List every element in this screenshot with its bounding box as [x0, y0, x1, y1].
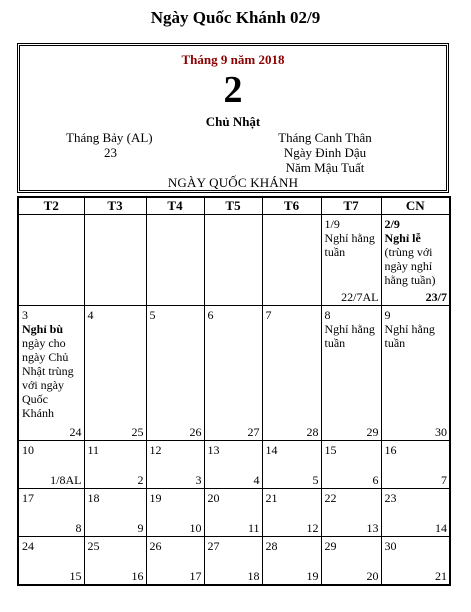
- weekday-header: T2: [18, 197, 84, 215]
- day-number: 14: [265, 443, 278, 457]
- day-note: [385, 231, 448, 287]
- can-chi-day: Ngày Đinh Dậu: [283, 145, 367, 160]
- day-number: 25: [87, 539, 100, 553]
- day-note: Nghỉ hằng tuần: [324, 231, 375, 259]
- holiday-name: NGÀY QUỐC KHÁNH: [167, 175, 299, 190]
- day-cell-19: [146, 489, 204, 537]
- day-cell-13: [204, 441, 262, 489]
- lunar-date: 9: [137, 521, 144, 535]
- weekday-header-row: [18, 197, 450, 215]
- day-number: 2/9: [384, 217, 400, 231]
- day-number: 17: [22, 491, 34, 505]
- lunar-day-label: 23: [104, 145, 117, 160]
- lunar-date: 2: [137, 473, 144, 487]
- day-cell-28: [262, 537, 321, 585]
- day-cell-27: [204, 537, 262, 585]
- lunar-date: 22/7AL: [341, 290, 379, 304]
- lunar-date: 30: [435, 425, 447, 439]
- compensatory-note: Nghỉ bù: [22, 322, 64, 336]
- weekday-label: Chủ Nhật: [205, 114, 261, 129]
- empty-day-cell: [84, 215, 146, 306]
- day-number: 12: [149, 443, 162, 457]
- lunar-date: 5: [312, 473, 319, 487]
- day-cell-25: [84, 537, 146, 585]
- day-number: 26: [149, 539, 162, 553]
- lunar-date: 13: [366, 521, 379, 535]
- day-cell-21: [262, 489, 321, 537]
- day-number: 15: [324, 443, 337, 457]
- day-cell-3: [18, 306, 84, 441]
- lunar-month-label: Tháng Bảy (AL): [66, 130, 153, 145]
- day-number: 16: [384, 443, 397, 457]
- lunar-date: 10: [189, 521, 202, 535]
- day-number: 24: [22, 539, 34, 553]
- week-row: [18, 215, 450, 306]
- empty-day-cell: [262, 215, 321, 306]
- week-row: [18, 441, 450, 489]
- day-cell-22: [321, 489, 381, 537]
- lunar-date: 19: [306, 568, 319, 583]
- big-day-number: 2: [223, 69, 243, 111]
- can-chi-month: Tháng Canh Thân: [278, 130, 372, 145]
- day-cell-12: [146, 441, 204, 489]
- day-number: 6: [207, 308, 214, 322]
- day-cell-14: [262, 441, 321, 489]
- day-number: 10: [22, 443, 34, 457]
- day-number: 27: [207, 539, 220, 553]
- day-number: 23: [384, 491, 397, 505]
- day-cell-11: [84, 441, 146, 489]
- lunar-date: 12: [306, 521, 319, 535]
- day-cell-16: [381, 441, 450, 489]
- day-cell-29: [321, 537, 381, 585]
- weekday-header: T6: [262, 197, 321, 215]
- day-cell-18: [84, 489, 146, 537]
- lunar-date: 23/7: [425, 290, 447, 304]
- day-number: 18: [87, 491, 100, 505]
- weekday-header: T5: [204, 197, 262, 215]
- day-number: 8: [324, 308, 331, 322]
- day-cell-24: [18, 537, 84, 585]
- weekday-header: T7: [321, 197, 381, 215]
- day-cell-26: [146, 537, 204, 585]
- week-row: [18, 306, 450, 441]
- empty-day-cell: [18, 215, 84, 306]
- day-note: [22, 322, 82, 420]
- week-row: [18, 537, 450, 585]
- day-cell-7: [262, 306, 321, 441]
- empty-day-cell: [204, 215, 262, 306]
- day-number: 9: [384, 308, 391, 322]
- lunar-date: 3: [195, 473, 202, 487]
- month-year-label: Tháng 9 năm 2018: [181, 52, 285, 67]
- day-note: Nghỉ hằng tuần: [384, 322, 435, 350]
- day-cell-10: [18, 441, 84, 489]
- lunar-date: 25: [131, 425, 144, 439]
- weekday-header: T4: [146, 197, 204, 215]
- lunar-date: 20: [366, 568, 379, 583]
- lunar-date: 17: [189, 568, 202, 583]
- day-cell-4: [84, 306, 146, 441]
- day-number: 4: [87, 308, 94, 322]
- lunar-date: 16: [131, 568, 144, 583]
- day-number: 20: [207, 491, 220, 505]
- day-cell-15: [321, 441, 381, 489]
- lunar-date: 6: [372, 473, 379, 487]
- compensatory-sub-note: ngày cho ngày Chủ Nhật trùng với ngày Quốc Khánh: [22, 336, 74, 420]
- lunar-date: 24: [69, 425, 82, 439]
- day-number: 28: [265, 539, 278, 553]
- day-cell-2: [381, 215, 450, 306]
- week-row: [18, 489, 450, 537]
- day-cell-9: [381, 306, 450, 441]
- day-number: 3: [22, 308, 28, 322]
- can-chi-year: Năm Mậu Tuất: [285, 160, 365, 175]
- page-title: Ngày Quốc Khánh 02/9: [150, 8, 321, 27]
- day-cell-23: [381, 489, 450, 537]
- day-number: 11: [87, 443, 100, 457]
- lunar-date: 26: [189, 425, 202, 439]
- day-number: 19: [149, 491, 162, 505]
- day-number: 29: [324, 539, 337, 553]
- day-cell-6: [204, 306, 262, 441]
- day-number: 5: [149, 308, 156, 322]
- day-note: Nghỉ hằng tuần: [324, 322, 375, 350]
- day-cell-5: [146, 306, 204, 441]
- day-cell-17: [18, 489, 84, 537]
- day-number: 13: [207, 443, 220, 457]
- day-number: 22: [324, 491, 337, 505]
- lunar-date: 4: [253, 473, 260, 487]
- lunar-date: 28: [306, 425, 319, 439]
- day-number: 30: [384, 539, 397, 553]
- empty-day-cell: [146, 215, 204, 306]
- lunar-date: 7: [441, 473, 447, 487]
- holiday-note: Nghỉ lễ: [384, 231, 421, 245]
- day-cell-30: [381, 537, 450, 585]
- can-chi-block: [275, 130, 375, 175]
- lunar-date: 29: [366, 425, 379, 439]
- lunar-date: 27: [247, 425, 260, 439]
- lunar-date: 11: [247, 521, 260, 535]
- lunar-date: 15: [69, 568, 82, 583]
- lunar-date: 18: [247, 568, 260, 583]
- date-header-box: [17, 43, 449, 193]
- calendar-grid: [17, 196, 451, 586]
- day-cell-20: [204, 489, 262, 537]
- day-number: 21: [265, 491, 278, 505]
- weekday-header: T3: [84, 197, 146, 215]
- day-cell-1: [321, 215, 381, 306]
- day-number: 7: [265, 308, 272, 322]
- lunar-date: 21: [435, 568, 447, 583]
- weekday-header: CN: [381, 197, 450, 215]
- lunar-date: 14: [435, 521, 447, 535]
- holiday-sub-note: (trùng với ngày nghỉ hằng tuần): [384, 245, 436, 287]
- lunar-date: 1/8AL: [50, 473, 82, 487]
- day-number: 1/9: [324, 217, 340, 231]
- lunar-date: 8: [75, 521, 82, 535]
- day-cell-8: [321, 306, 381, 441]
